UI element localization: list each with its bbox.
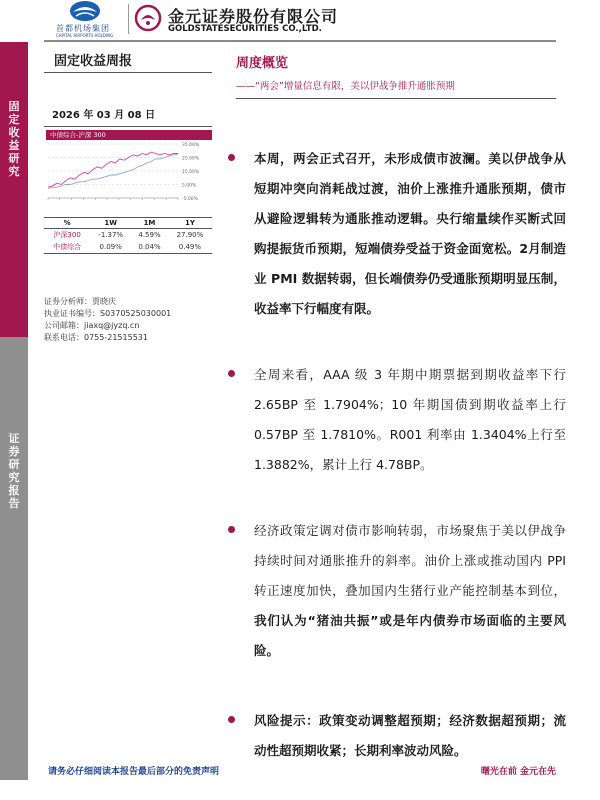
analyst-license: 执业证书编号：S0370525030001 [44, 309, 172, 318]
chart-tick-label: 5.00% [182, 183, 197, 189]
list-item [236, 360, 566, 480]
logo-divider [128, 4, 129, 34]
table-row-label: 中债综合 [44, 241, 90, 254]
table-cell: 0.49% [168, 241, 212, 254]
left-info-column [44, 42, 212, 342]
analyst-info [44, 296, 171, 344]
logo1-english-name: CAPITAL AIRPORTS HOLDING [56, 33, 114, 38]
list-item [236, 144, 566, 324]
bullet-text-part: 经济政策定调对债市影响转弱，市场聚焦于美以伊战争持续时间对通胀推升的斜率。油价上涨或推动国内 PPI 转正速度加快，叠加国内生猪行业产能控制基本到位， [254, 523, 566, 598]
list-item [236, 516, 566, 666]
bullet-text [236, 516, 566, 666]
analyst-phone: 联系电话：0755-21515531 [44, 333, 148, 342]
chart-tick-label: 25.00% [182, 156, 200, 162]
table-cell: 0.09% [90, 241, 131, 254]
table-cell: 0.04% [131, 241, 168, 254]
table-row-label: 沪深300 [53, 231, 81, 239]
index-chart [44, 130, 212, 216]
sidebar-label-fixed-income: 固 定 收 益 研 究 [8, 100, 20, 178]
table-header-cell: 1W [90, 218, 131, 229]
bullet-icon [228, 154, 235, 161]
company-slogan: 曙光在前 金元在先 [480, 767, 556, 777]
bullet-highlight: 我们认为“猪油共振”或是年内债券市场面临的主要风险。 [254, 613, 566, 658]
list-item [236, 706, 566, 766]
table-header-cell: 1M [131, 218, 168, 229]
goldstate-logo [134, 4, 394, 38]
capital-airports-emblem-icon [68, 0, 102, 22]
analyst-name: 证券分析师：贾晓庆 [44, 297, 116, 306]
logo1-name: 首都机场集团 [56, 24, 110, 33]
sidebar-top-band [0, 42, 28, 337]
table-header-cell: 1Y [168, 218, 212, 229]
report-type: 固定收益周报 [54, 54, 133, 69]
table-row [44, 241, 212, 254]
table-header-row [44, 218, 212, 229]
table-row [44, 229, 212, 242]
sidebar-bottom-band [0, 337, 28, 780]
bullet-text: 全周来看，AAA 级 3 年期中期票据到期收益率下行 2.65BP 至 1.7904%；10 年期国债到期收益率上行 0.57BP 至 1.7810%。R001 利率由 1.3404%上行至 1.3882%，累计上行 4.78BP。 [254, 367, 566, 472]
company-name: 金元证券股份有限公司 [168, 7, 339, 26]
chart-tick-label: -5.00% [182, 197, 198, 202]
bullet-text: 本周，两会正式召开，未形成债市波澜。美以伊战争从短期冲突向消耗战过渡，油价上涨推升通胀预期，债市从避险逻辑转为通胀推动逻辑。央行缩量续作买断式回购提振货币预期，短端债券受益于资金面宽松。2月制造业 PMI 数据转弱，但长端债券仍受通胀预期明显压制，收益率下行幅度有限。 [254, 151, 566, 316]
report-date: 2026 年 03 月 08 日 [52, 110, 156, 121]
divider [236, 98, 556, 99]
goldstate-mark-icon [134, 4, 162, 32]
divider [44, 126, 212, 127]
report-header [0, 0, 600, 42]
section-subtitle: ——“两会”增量信息有限，美以伊战争推升通胀预期 [236, 81, 455, 92]
risk-warning: 风险提示：政策变动调整超预期；经济数据超预期；流动性超预期收紧；长期利率波动风险。 [254, 713, 566, 758]
bullet-icon [228, 716, 235, 723]
capital-airports-logo [44, 0, 124, 40]
page-footer [44, 764, 556, 778]
chart-title: 中债综合-沪深 300 [46, 130, 212, 140]
table-cell: 27.90% [176, 231, 204, 239]
chart-tick-label: 35.00% [182, 143, 200, 148]
bullet-icon [228, 370, 235, 377]
company-english-name: GOLDSTATESECURITIES CO.,LTD. [168, 24, 322, 34]
section-title: 周度概览 [236, 56, 289, 71]
chart-plot-area [44, 140, 212, 216]
chart-tick-label: 15.00% [182, 170, 200, 175]
chart-series-line-2 [48, 155, 178, 189]
analyst-email: 公司邮箱：jiaxq@jyzq.cn [44, 321, 140, 330]
table-cell: 4.59% [138, 231, 161, 239]
performance-table [44, 217, 212, 254]
bullet-icon [228, 526, 235, 533]
table-cell: -1.37% [98, 231, 124, 239]
divider [44, 72, 212, 73]
sidebar-label-research-report: 证 券 研 究 报 告 [8, 432, 20, 510]
table-header-cell: % [44, 218, 90, 229]
disclaimer-text: 请务必仔细阅读本报告最后部分的免责声明 [48, 767, 220, 777]
